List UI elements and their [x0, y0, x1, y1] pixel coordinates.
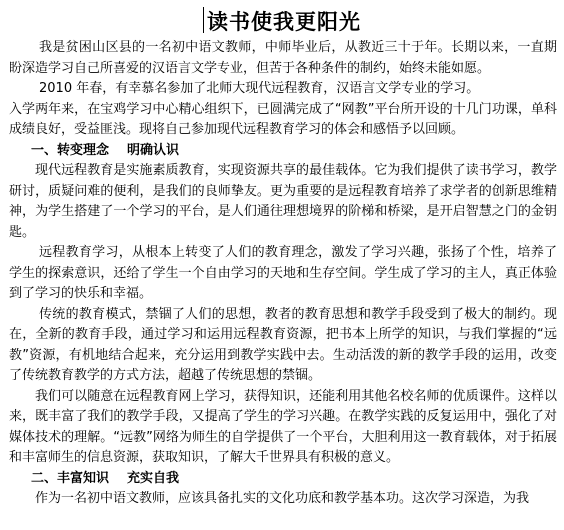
document-title[interactable]: 读书使我更阳光 [207, 10, 361, 34]
paragraph-online-learning[interactable]: 我们可以随意在远程教育网上学习，获得知识，还能利用其他名校名师的优质课件。这样以来，既丰富了我们的教学手段，又提高了学生的学习兴趣。在教学实践的反复运用中，强化了对媒体技术的理解。“远教”网络为师生的自学提供了一个平台，大胆利用这一教育载体，对于拓展和丰富师生的信息资源，获取知识，了解大千世界具有积极的意义。 [9, 388, 557, 465]
title-row [0, 6, 564, 36]
section-heading-1-part2: 明确认识 [127, 142, 180, 158]
section-heading-1-part1: 一、转变理念 [31, 142, 110, 158]
paragraph-remote-education[interactable]: 现代远程教育是实施素质教育，实现资源共享的最佳载体。它为我们提供了读书学习，教学研讨，质疑问难的便利，是我们的良师挚友。更为重要的是远程教育培养了求学者的创新思维精神，为学生搭建了一个学习的平台，是人们通往理想境界的阶梯和桥梁，是开启智慧之门的金钥匙。 [9, 163, 557, 240]
paragraph-learning-interest[interactable]: 远程教育学习，从根本上转变了人们的教育理念，激发了学习兴趣，张扬了个性，培养了学生的探索意识，还给了学生一个自由学习的天地和生存空间。学生成了学习的主人，真正体验到了学习的快乐和幸福。 [9, 245, 557, 301]
section-heading-2-part2: 充实自我 [127, 470, 180, 486]
paragraph-intro[interactable]: 我是贫困山区县的一名初中语文教师，中师毕业后，从教近三十于年。长期以来，一直期盼深造学习自己所喜爱的汉语言文学专业，但苦于各种条件的制约，始终未能如愿。 [9, 40, 557, 76]
section-heading-1[interactable] [9, 141, 557, 162]
document-body[interactable] [9, 38, 557, 510]
paragraph-traditional-model[interactable]: 传统的教育模式，禁锢了人们的思想，教者的教育思想和教学手段受到了极大的制约。现在，全新的教育手段，通过学习和运用远程教育资源，把书本上所学的知识，与我们掌握的“远教”资源，有机地结合起来，充分运用到教学实践中去。生动活泼的新的教学手段的运用，改变了传统教育教学的方式方法，超越了传统思想的禁锢。 [9, 306, 557, 383]
section-heading-2[interactable] [9, 469, 557, 490]
paragraph-progress[interactable]: 入学两年来，在宝鸡学习中心精心组织下，已圆满完成了“网教”平台所开设的十几门功课，单科成绩良好，受益匪浅。现将自己参加现代远程教育学习的体会和感悟予以回顾。 [9, 101, 557, 137]
text-cursor [203, 7, 204, 33]
section-heading-2-part1: 二、丰富知识 [31, 470, 110, 486]
paragraph-teacher-skills[interactable]: 作为一名初中语文教师，应该具备扎实的文化功底和教学基本功。这次学习深造，为我 [35, 491, 530, 506]
paragraph-enrollment[interactable]: 2010 年春，有幸慕名参加了北师大现代远程教育，汉语言文学专业的学习。 [39, 81, 480, 96]
